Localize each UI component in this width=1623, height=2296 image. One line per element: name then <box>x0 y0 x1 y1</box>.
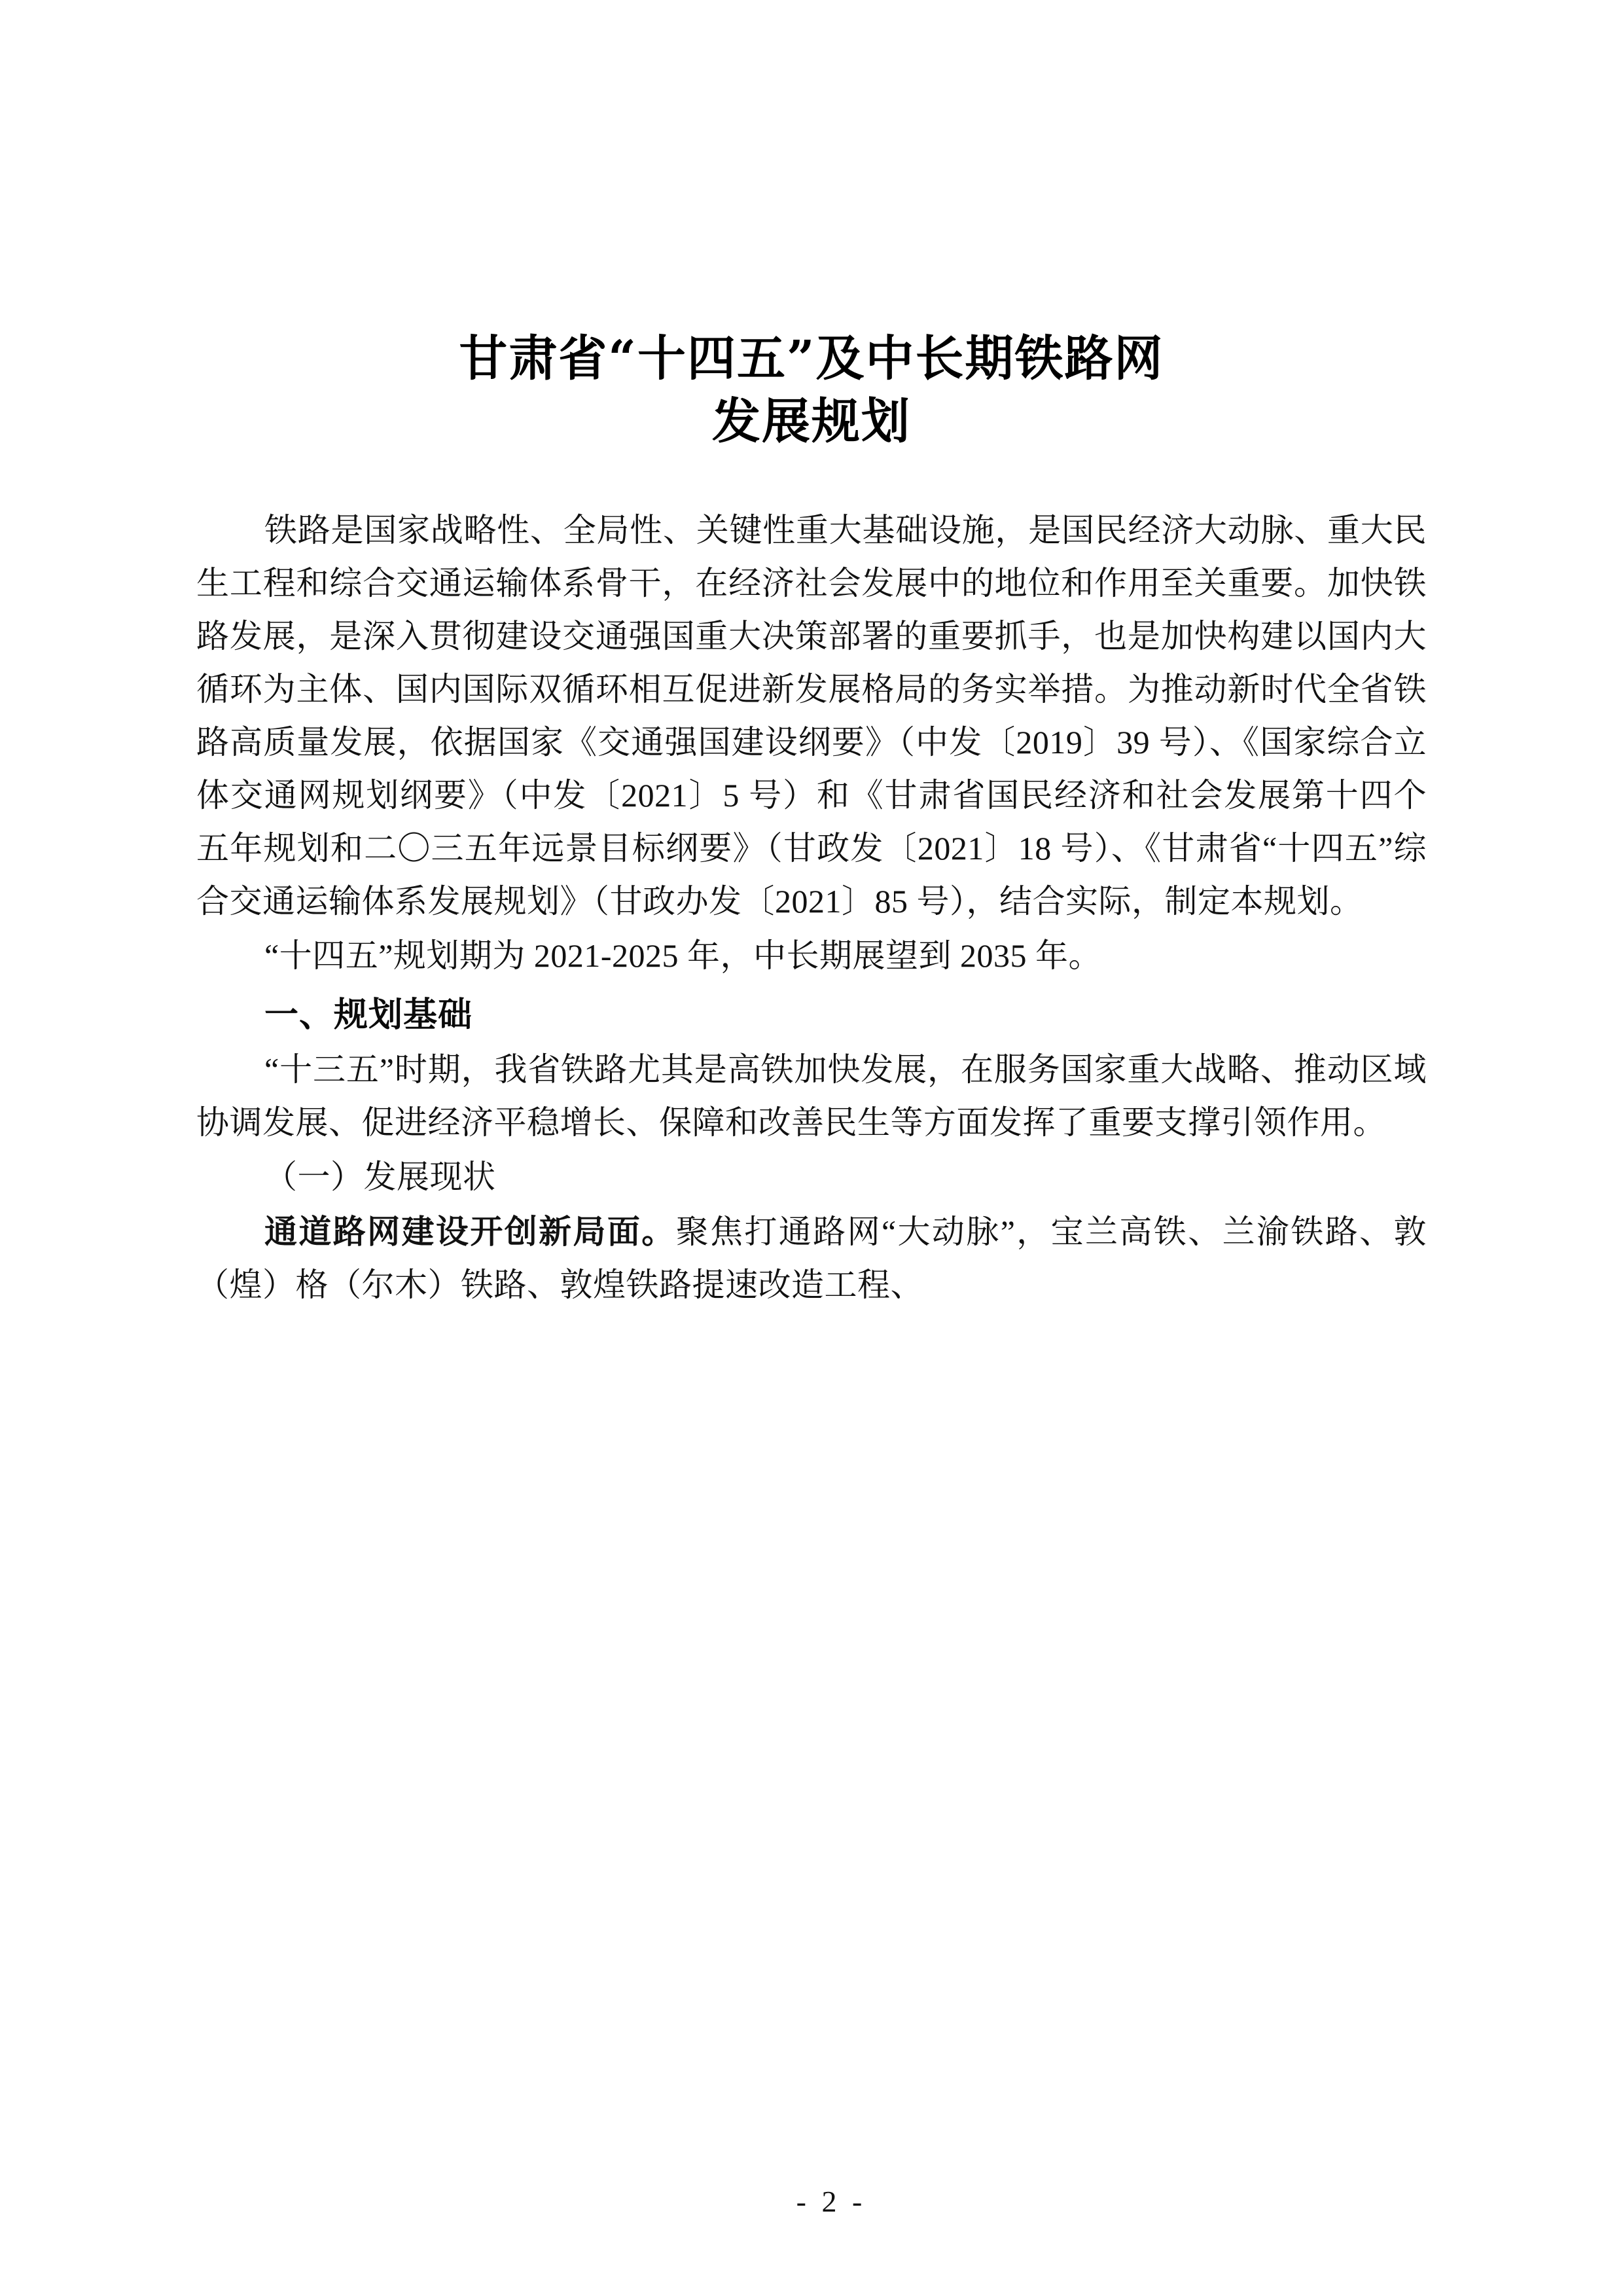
paragraph-lead-bold: 通道路网建设开创新局面。 <box>264 1211 676 1251</box>
document-body <box>196 504 1427 1312</box>
subsection-paragraph-corridor-network <box>196 1205 1427 1312</box>
page-number: - 2 - <box>796 2185 866 2218</box>
subsection-heading-development-status: （一）发展现状 <box>264 1158 496 1195</box>
section-paragraph-planning-basis: “十三五”时期，我省铁路尤其是高铁加快发展，在服务国家重大战略、推动区域协调发展、促进经济平稳增长、保障和改善民生等方面发挥了重要支撑引领作用。 <box>196 1050 1427 1141</box>
paragraph-lead-rest: 聚焦打通路网“大动脉”，宝兰高铁、兰渝铁路、敦（煌）格（尔木）铁路、敦煌铁路提速改造工程、 <box>196 1213 1427 1303</box>
page-title <box>196 327 1427 453</box>
section-heading-planning-basis: 一、规划基础 <box>264 995 473 1035</box>
page-title-line-2: 发展规划 <box>712 393 911 450</box>
planning-period-paragraph: “十四五”规划期为 2021-2025 年，中长期展望到 2035 年。 <box>264 937 1102 975</box>
intro-paragraph: 铁路是国家战略性、全局性、关键性重大基础设施，是国民经济大动脉、重大民生工程和综合交通运输体系骨干，在经济社会发展中的地位和作用至关重要。加快铁路发展，是深入贯彻建设交通强国重大决策部署的重要抓手，也是加快构建以国内大循环为主体、国内国际双循环相互促进新发展格局的务实举措。为推动新时代全省铁路高质量发展，依据国家《交通强国建设纲要》（中发〔2019〕39 号）、《国家综合立体交通网规划纲要》（中发〔2021〕5 号）和《甘肃省国民经济和社会发展第十四个五年规划和二〇三五年远景目标纲要》（甘政发〔2021〕18 号）、《甘肃省“十四五”综合交通运输体系发展规划》（甘政办发〔2021〕85 号），结合实际，制定本规划。 <box>196 512 1427 920</box>
page-title-line-1: 甘肃省“十四五”及中长期铁路网 <box>459 331 1164 387</box>
